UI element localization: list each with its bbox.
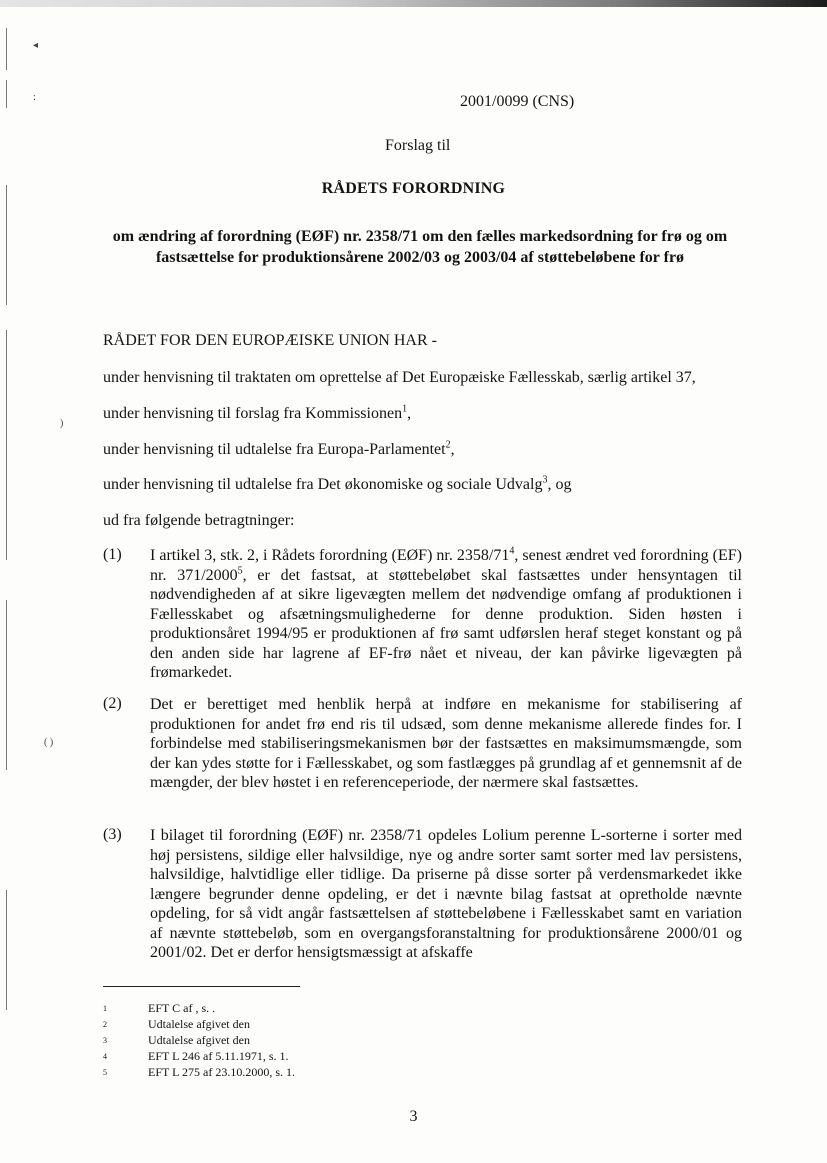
recital-text: Det er berettiget med henblik herpå at indføre en mekanisme for stabilisering af produktionen for andet frø end ris til udsæd, som denne mekanisme allerede findes for. I forbindelse med stabiliseringsmekanismen bør der fastsættes en maksimumsmængde, som der kan ydes støtte for i Fællesskabet, og som fastlægges på grundlag af et gennemsnit af de mængder, der blev høstet i en referenceperiode, der nærmere skal fastsættes.: [150, 696, 742, 791]
footnote-text: Udtalelse afgivet den: [148, 1017, 250, 1031]
footnote-ref: 3: [542, 474, 548, 486]
recital-text: I bilaget til forordning (EØF) nr. 2358/71 opdeles Lolium perenne L-sorterne i sorter med høj persistens, sildige eller halvsildige, nye og andre sorter samt sorter med lav persistens, halvsildige, halvtidlige eller tidlige. Da priserne på disse sorter på verdensmarkedet ikke længere begrunder denne opdeling, er det i nævnte bilag fastsat at opretholde nævnte opdeling, for så vidt angår fastsættelsen af støttebeløbene i Fællesskabet samt en variation af nævnte støttebeløb, som en overgangsforanstaltning for produktionsårene 2000/01 og 2001/02. Det er derfor hensigtsmæssigt at afskaffe: [150, 827, 742, 961]
scan-speck: ): [60, 418, 64, 429]
citation-text: under henvisning til traktaten om oprettelse af Det Europæiske Fællesskab, særlig artikel 37,: [103, 369, 696, 386]
proposal-label: Forslag til: [385, 137, 451, 154]
scan-speck: :: [33, 92, 36, 103]
document-reference: 2001/0099 (CNS): [460, 93, 575, 110]
citation-text: under henvisning til udtalelse fra Europa-Parlamentet: [103, 441, 446, 458]
footnote-ref: 2: [445, 439, 451, 451]
recital-number: (2): [103, 695, 122, 712]
footnote-ref: 4: [509, 545, 515, 557]
scan-margin-line: [6, 80, 7, 108]
scan-speck: ( ): [44, 737, 54, 748]
footnote-separator: [103, 986, 300, 987]
scan-margin-line: [6, 600, 7, 770]
footnote-number: 2: [103, 1020, 107, 1029]
footnote-number: 1: [103, 1004, 107, 1013]
citation-text: ud fra følgende betragtninger:: [103, 512, 295, 529]
footnote-number: 3: [103, 1036, 107, 1045]
recital-number: (1): [103, 546, 122, 563]
footnote-text: EFT L 246 af 5.11.1971, s. 1.: [148, 1049, 289, 1063]
page-number: 3: [409, 1108, 418, 1125]
scan-edge-bar: [0, 0, 827, 7]
citation-line: [103, 512, 294, 530]
footnote-text: EFT C af , s. .: [148, 1001, 216, 1015]
footnote-text: Udtalelse afgivet den: [148, 1033, 250, 1047]
citation-line: [103, 369, 696, 387]
scan-margin-line: [6, 890, 7, 1010]
footnote-number: 5: [103, 1068, 107, 1077]
footnote-ref: 5: [237, 565, 243, 577]
citation-text: under henvisning til forslag fra Kommissionen: [103, 405, 403, 422]
recital-number: (3): [103, 826, 122, 843]
citation-end: , og: [547, 476, 572, 493]
preamble-heading: RÅDET FOR DEN EUROPÆISKE UNION HAR -: [103, 332, 437, 349]
footnote-number: 4: [103, 1052, 107, 1061]
scan-margin-line: [6, 185, 7, 305]
citation-line: [103, 441, 455, 459]
scan-margin-line: [6, 330, 7, 560]
document-title: RÅDETS FORORDNING: [321, 180, 506, 197]
recital-text: I artikel 3, stk. 2, i Rådets forordning (EØF) nr. $2358/71^4$, senest ændret ved forordning (EF) nr. 371/2000$^5$, er det fastsat, at støttebeløbet skal fastsættes under hensyntagen til nødvendigheden af at sikre ligevægten mellem det nødvendige omfang af produktionen i Fællesskabet og afsætningsmulighederne for denne produktion. Siden høsten i produktionsåret 1994/95 er produktionen af frø samt udførslen heraf steget konstant og på den anden side har lagrene af EF-frø nået et niveau, der kan påvirke ligevægten på frømarkedet.: [150, 545, 743, 681]
citation-line: [103, 405, 411, 423]
footnote-text: EFT L 275 af 23.10.2000, s. 1.: [148, 1065, 295, 1079]
scan-margin-line: [6, 28, 7, 70]
document-subtitle: om ændring af forordning (EØF) nr. 2358/71 om den fælles markedsordning for frø og om fastsættelse for produktionsårene 2002/03 og 2003/04 af støttebeløbene for frø: [112, 228, 728, 266]
citation-line: [103, 476, 571, 494]
citation-end: ,: [450, 441, 455, 458]
footnote-ref: 1: [402, 403, 408, 415]
citation-end: ,: [407, 405, 412, 422]
citation-text: under henvisning til udtalelse fra Det økonomiske og sociale Udvalg: [103, 476, 543, 493]
scan-speck: ◂: [33, 40, 39, 51]
